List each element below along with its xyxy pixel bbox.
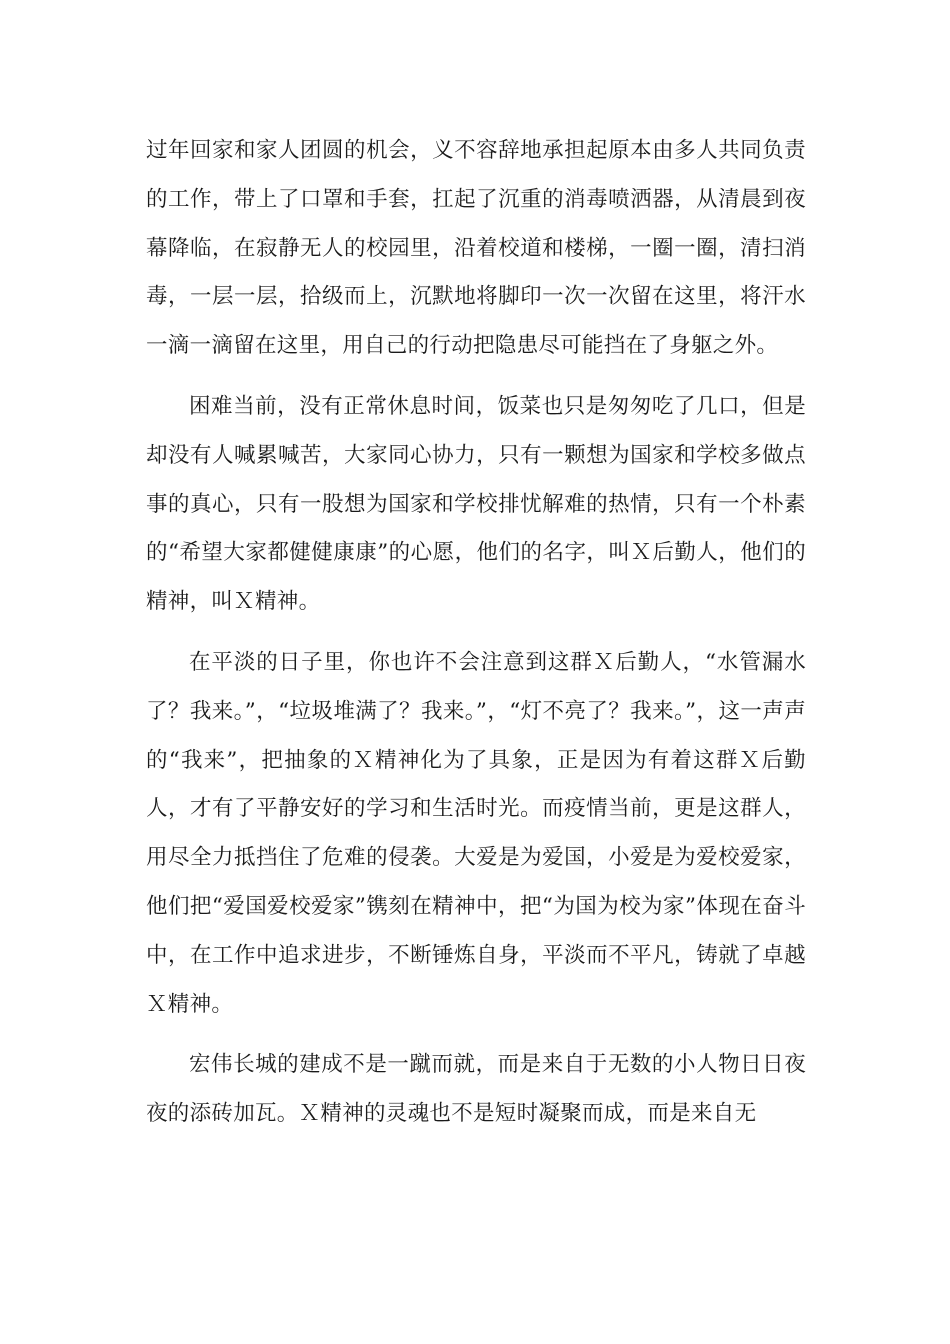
document-body	[146, 127, 806, 1151]
paragraph-ordinary-days: 在平淡的日子里，你也许不会注意到这群Ｘ后勤人，“水管漏水了？我来。”，“垃圾堆满了？我来。”，“灯不亮了？我来。”，这一声声的“我来”，把抽象的Ｘ精神化为了具象，正是因为有着这群Ｘ后勤人，才有了平静安好的学习和生活时光。而疫情当前，更是这群人，用尽全力抵挡住了危难的侵袭。大爱是为爱国，小爱是为爱校爱家，他们把“爱国爱校爱家”镌刻在精神中，把“为国为校为家”体现在奋斗中，在工作中追求进步，不断锤炼自身，平淡而不平凡，铸就了卓越Ｘ精神。	[146, 649, 806, 1017]
paragraph-continued: 过年回家和家人团圆的机会，义不容辞地承担起原本由多人共同负责的工作，带上了口罩和手套，扛起了沉重的消毒喷洒器，从清晨到夜幕降临，在寂静无人的校园里，沿着校道和楼梯，一圈一圈，清扫消毒，一层一层，拾级而上，沉默地将脚印一次一次留在这里，将汗水一滴一滴留在这里，用自己的行动把隐患尽可能挡在了身躯之外。	[146, 138, 806, 359]
paragraph-difficulty: 困难当前，没有正常休息时间，饭菜也只是匆匆吃了几口，但是却没有人喊累喊苦，大家同心协力，只有一颗想为国家和学校多做点事的真心，只有一股想为国家和学校排忧解难的热情，只有一个朴素的“希望大家都健健康康”的心愿，他们的名字，叫Ｘ后勤人，他们的精神，叫Ｘ精神。	[146, 393, 806, 615]
paragraph-great-wall: 宏伟长城的建成不是一蹴而就，而是来自于无数的小人物日日夜夜的添砖加瓦。Ｘ精神的灵魂也不是短时凝聚而成，而是来自无	[146, 1052, 806, 1127]
